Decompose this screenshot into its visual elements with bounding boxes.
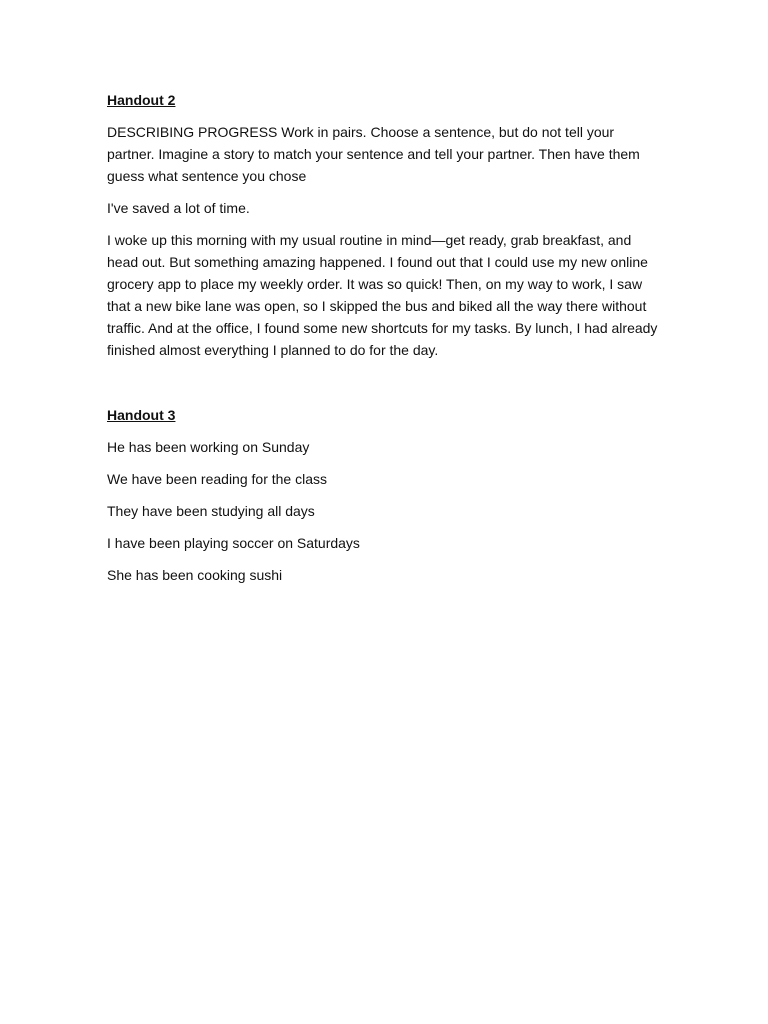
- document-page: [107, 89, 663, 596]
- handout-2-heading: Handout 2: [107, 92, 176, 108]
- handout-3-sentence: He has been working on Sunday: [107, 439, 310, 455]
- handout-3-section: [107, 404, 663, 586]
- handout-2-story: I woke up this morning with my usual routine in mind—get ready, grab breakfast, and head out. But something amazing happened. I found out that I could use my new online grocery app to place my weekly order. It was so quick! Then, on my way to work, I saw that a new bike lane was open, so I skipped the bus and biked all the way there without traffic. And at the office, I found some new shortcuts for my tasks. By lunch, I had already finished almost everything I planned to do for the day.: [107, 232, 658, 358]
- handout-3-sentence: She has been cooking sushi: [107, 567, 283, 583]
- handout-3-heading: Handout 3: [107, 407, 176, 423]
- handout-3-sentence: I have been playing soccer on Saturdays: [107, 535, 360, 551]
- handout-3-sentence: We have been reading for the class: [107, 471, 327, 487]
- handout-2-section: [107, 89, 663, 361]
- handout-2-sentence: I've saved a lot of time.: [107, 200, 250, 216]
- handout-3-sentence: They have been studying all days: [107, 503, 315, 519]
- handout-2-instructions: DESCRIBING PROGRESS Work in pairs. Choose a sentence, but do not tell your partner. Imagine a story to match your sentence and tell your partner. Then have them guess what sentence you chose: [107, 124, 640, 184]
- section-spacer: [107, 371, 663, 404]
